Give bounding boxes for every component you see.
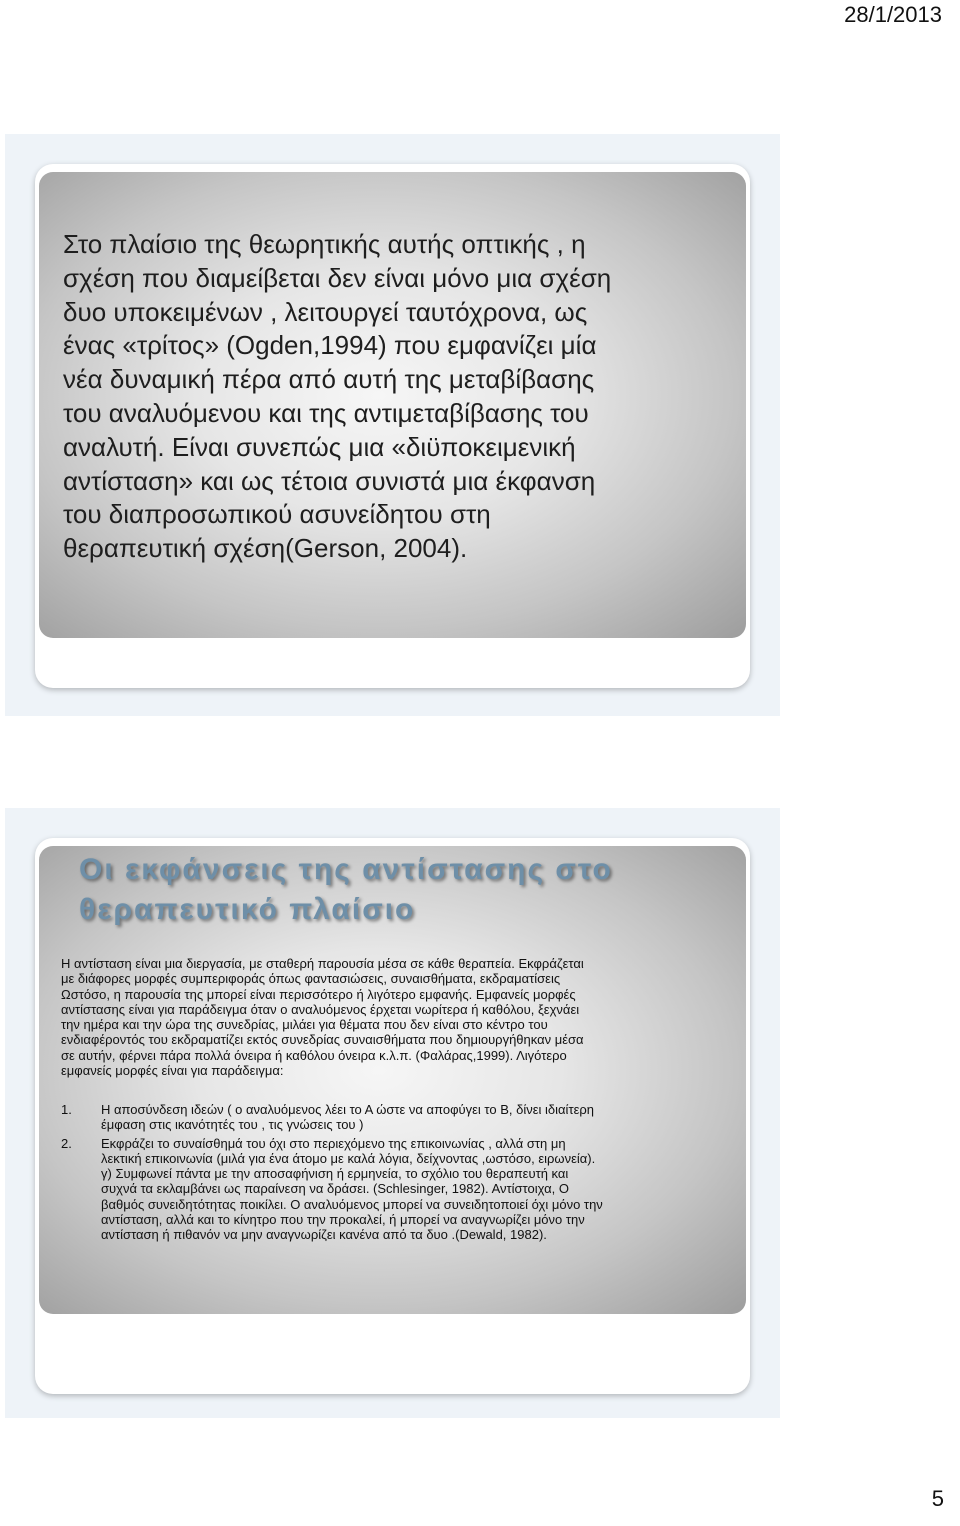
slide-1-content-panel: [39, 172, 746, 638]
slide-2-title: Οι εκφάνσεις της αντίστασης στο θεραπευτικό πλαίσιο: [79, 853, 613, 926]
list-item: [61, 1102, 724, 1133]
page-number: 5: [931, 1486, 944, 1511]
list-item-text: Η αποσύνδεση ιδεών ( ο αναλυόμενος λέει το Α ώστε να αποφύγει το Β, δίνει ιδιαίτερη έμφαση στις ικανότητές του , τις γνώσεις του ): [101, 1102, 594, 1133]
list-item-number: 1.: [61, 1102, 72, 1117]
slide-1: [5, 134, 780, 716]
slide-2-content-panel: [39, 846, 746, 1314]
slide-1-card: [35, 164, 750, 688]
slide-1-body-text: Στο πλαίσιο της θεωρητικής αυτής οπτικής , η σχέση που διαμείβεται δεν είναι μόνο μια σχέση δυο υποκειμένων , λειτουργεί ταυτόχρονα, ως ένας «τρίτος» (Ogden,1994) που εμφανίζει μία νέα δυναμική πέρα από αυτή της μεταβίβασης του αναλυόμενου και της αντιμεταβίβασης του αναλυτή. Είναι συνεπώς μια «διϋποκειμενική αντίσταση» και ως τέτοια συνιστά μια έκφανση του διαπροσωπικού ασυνείδητου στη θεραπευτική σχέση(Gerson, 2004).: [63, 229, 612, 564]
page-date: 28/1/2013: [844, 2, 942, 27]
list-item-number: 2.: [61, 1135, 72, 1151]
list-item: [61, 1136, 724, 1243]
slide-2-paragraph: Η αντίσταση είναι μια διεργασία, με σταθερή παρουσία μέσα σε κάθε θεραπεία. Εκφράζεται με διάφορες μορφές συμπεριφοράς όπως φαντασιώσεις, συναισθήματα, εκδραματίσεις Ωστόσο, η παρουσία της μπορεί είναι περισσότερο ή λιγότερο εμφανής. Εμφανείς μορφές αντίστασης είναι για παράδειγμα όταν ο αναλυόμενος έρχεται νωρίτερα ή καθόλου, ξεχνάει την ημέρα και την ώρα της συνεδρίας, μιλάει για θέματα που δεν είναι στο κέντρο του ενδιαφέροντός του εκδραματίζει εκτός συνεδρίας συναισθήματα που δημιουργήθηκαν μέσα σε αυτήν, φέρνει πάρα πολλά όνειρα ή καθόλου όνειρα κ.λ.π. (Φαλάρας,1999). Λιγότερο εμφανείς μορφές είναι για παράδειγμα:: [61, 956, 584, 1079]
slide-2-card: [35, 838, 750, 1394]
list-item-text: Εκφράζει το συναίσθημά του όχι στο περιεχόμενο της επικοινωνίας , αλλά στη μη λεκτική επικοινωνία (μιλά για ένα άτομο με καλά λόγια, δείχνοντας ,ωστόσο, ειρωνεία). γ) Συμφωνεί πάντα με την αποσαφήνιση ή ερμηνεία, το σχόλιο του θεραπευτή και συχνά τα εκλαμβάνει ως παραίνεση να δράσει. (Schlesinger, 1982). Αντίστοιχα, Ο βαθμός συνειδητότητας ποικίλει. Ο αναλυόμενος μπορεί να συνειδητοποιεί όχι μόνο την αντίσταση, αλλά και το κίνητρο που την προκαλεί, ή μπορεί να αναγνωρίζει μόνο την αντίσταση ή πιθανόν να μην αναγνωρίζει κανένα από τα δυο .(Dewald, 1982).: [101, 1135, 603, 1243]
slide-2: [5, 808, 780, 1418]
slide-2-list: [61, 1102, 724, 1246]
